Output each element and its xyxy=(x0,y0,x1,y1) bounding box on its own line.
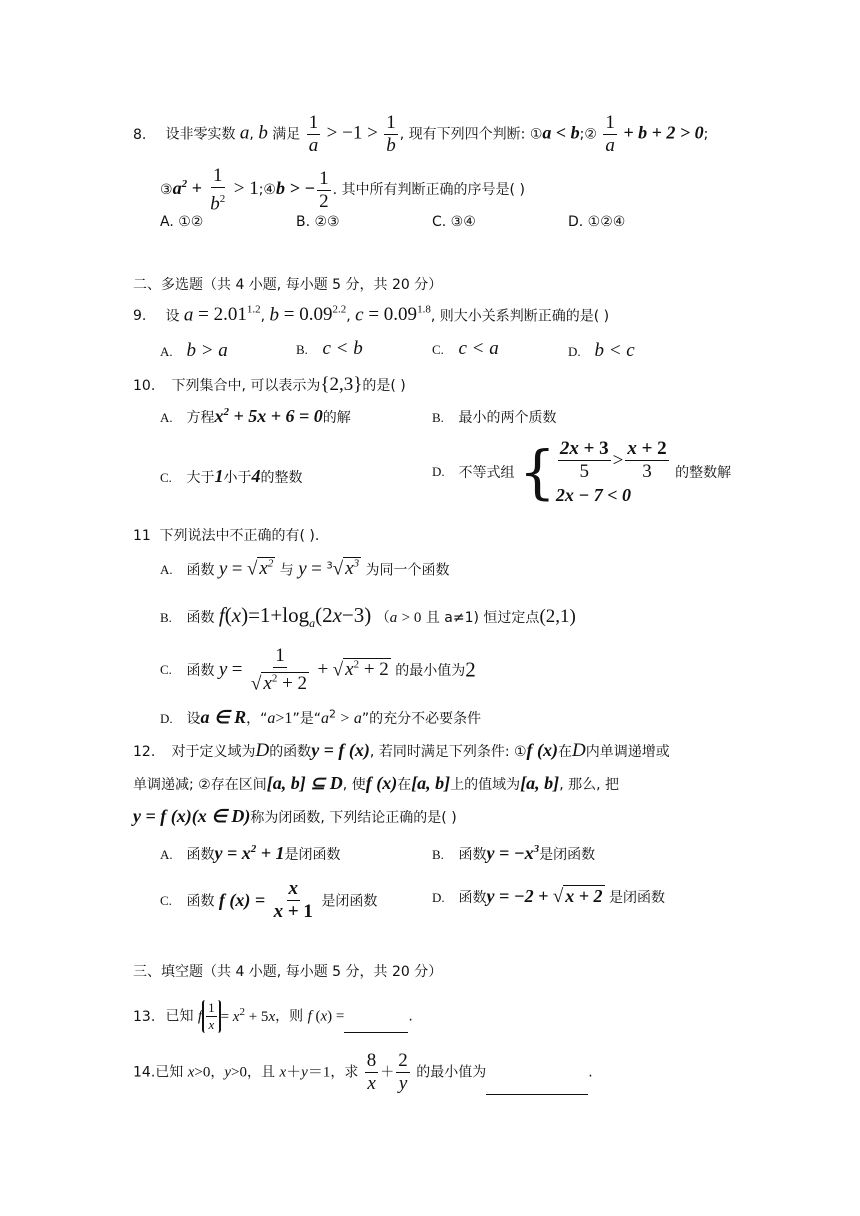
option-label: B. xyxy=(160,610,172,625)
math: y xyxy=(218,659,228,681)
option-text: 为同一个函数 xyxy=(365,562,450,579)
q14-stem: 14.已知 x>0，y>0，且 x＋y＝1，求 $\frac{8}{x}$ ＋ $\frac{2}{y}$ 的最小值为 . xyxy=(133,1050,593,1094)
q13-number: 13. xyxy=(133,1008,156,1025)
math: f (x) = xyxy=(218,890,266,910)
q8-line1: 8. 设非零实数 a, b 满足 $\frac{1}{a}$ > −1 > $\frac{1}{b}$ , 现有下列四个判断: ①a < b;② $\frac{1}{a}$ + b + 2 > 0; xyxy=(133,112,709,156)
math: 1 xyxy=(214,466,224,486)
q12-text: 对于定义域为 xyxy=(171,744,256,760)
option-label: D. xyxy=(432,890,445,905)
math: a xyxy=(183,304,194,326)
q9-option-c[interactable] xyxy=(432,338,499,360)
option-text: 的整数 xyxy=(260,470,303,486)
q12-text: 的函数 xyxy=(269,744,312,760)
q9-text: 设 xyxy=(165,308,180,325)
math: $y = x^2 + 1$ xyxy=(214,843,285,863)
math: [a, b] xyxy=(411,773,451,793)
option-label: D. xyxy=(432,464,445,479)
fraction: $\frac{1}{b}$ xyxy=(386,112,396,156)
option-label: A. xyxy=(160,344,173,359)
option-label: A. xyxy=(160,847,173,862)
option-text: 不等式组 xyxy=(458,465,515,481)
option-label: B. xyxy=(296,342,308,357)
q10-number: 10. xyxy=(133,378,156,394)
q10-option-b[interactable] xyxy=(432,407,556,427)
brace-icon: { xyxy=(518,438,556,506)
cube-root: $^3$√ $x^3$ xyxy=(326,558,360,580)
q8-text: ③ xyxy=(160,182,173,199)
option-label: D. xyxy=(160,711,173,726)
math: [a, b] xyxy=(520,773,560,793)
fraction: $\frac{1}{b^2}$ xyxy=(210,165,226,215)
q12-text: 称为闭函数, 下列结论正确的是( ) xyxy=(250,810,457,826)
option-text: ”的充分不必要条件 xyxy=(361,711,482,727)
bracket-fraction: $\frac{1}{x}$ xyxy=(202,1000,221,1033)
option-label: B. xyxy=(432,410,444,425)
math: c < b xyxy=(322,338,363,359)
option-text: 方程 xyxy=(186,410,215,426)
option-text: 的最小值为 xyxy=(395,663,466,680)
option-label: A. xyxy=(160,410,173,425)
q12-text: 在 xyxy=(397,777,412,793)
option-text: ”是“ xyxy=(292,711,321,727)
math: y xyxy=(298,558,307,580)
math: $y = -x^3$ xyxy=(486,843,540,863)
option-label: C. xyxy=(160,892,172,908)
fraction: $\frac{x + 2}{3}$ xyxy=(627,438,667,482)
q12-line3 xyxy=(133,806,457,827)
option-text: 最小的两个质数 xyxy=(458,410,557,426)
q8-text: 满足 xyxy=(272,126,301,143)
math: b xyxy=(258,122,268,144)
option-text: 是闭函数 xyxy=(608,890,665,906)
fraction: $\frac{1}{2}$ xyxy=(319,167,329,212)
q13-text: . xyxy=(408,1008,413,1025)
q8-option-c[interactable]: C. ③④ xyxy=(432,214,476,230)
q12-text: 上的值域为 xyxy=(450,777,521,793)
q11-option-d[interactable]: D. 设a ∈ R，“a>1”是“$a^2 > a$”的充分不必要条件 xyxy=(160,707,482,727)
q12-line1 xyxy=(133,740,670,762)
q14-text: 已知 xyxy=(155,1064,184,1081)
q11-option-c[interactable]: C. 函数 y = $\frac{1}{√ x^2 + 2}$ + √ $x^2 + 2$ 的最小值为2 xyxy=(160,645,476,695)
math: b xyxy=(269,304,280,326)
option-text: 与 xyxy=(279,562,294,579)
option-text: 设 xyxy=(186,711,201,727)
option-text: 是闭函数 xyxy=(284,847,341,863)
q9-text: 则大小关系判断正确的是( ) xyxy=(439,308,610,325)
option-text: 的整数解 xyxy=(675,465,732,481)
option-text: （ xyxy=(375,610,390,626)
answer-blank[interactable] xyxy=(486,1080,588,1095)
math: $x^2 + 5x + 6 = 0$ xyxy=(214,406,323,426)
fraction: $\frac{1}{a}$ xyxy=(308,112,319,156)
math: a xyxy=(320,710,329,727)
q13-text: 已知 xyxy=(165,1008,194,1025)
q12-text: , 若同时满足下列条件: ① xyxy=(369,744,527,760)
option-text: 函数 xyxy=(186,610,215,626)
option-text: 小于 xyxy=(223,470,252,486)
math: = $0.09^{2.2}$ xyxy=(279,304,347,326)
math: > 1 xyxy=(233,178,259,200)
section-title: 二、多选题（共 4 小题, 每小题 5 分，共 20 分） xyxy=(133,277,443,293)
q12-text: 内单调递增或 xyxy=(585,744,670,760)
option-text: 函数 xyxy=(186,663,215,680)
q10-stem xyxy=(133,374,406,396)
q11-option-b[interactable]: B. 函数 $f(x)=1+\log_a(2x-3) (a > 0$ 且 a≠1) 恒过定点(2,1) xyxy=(160,603,576,631)
q14-text: ，且 xyxy=(247,1064,275,1081)
math: f (x) xyxy=(365,773,398,793)
option-label: D. xyxy=(568,344,581,359)
math: $a^2$ + xyxy=(172,178,202,199)
q10-option-c[interactable] xyxy=(160,466,302,487)
q12-option-b[interactable] xyxy=(432,843,595,864)
section-title: 三、填空题（共 4 小题, 每小题 5 分，共 20 分） xyxy=(133,964,443,980)
option-label: C. xyxy=(160,470,172,485)
math: a xyxy=(389,610,398,626)
math: y = f (x)(x ∈ D) xyxy=(133,806,251,826)
q11-number: 11 xyxy=(133,528,151,544)
q12-text: 单调递减; ②存在区间 xyxy=(133,777,267,793)
math: [a, b] ⊆ D xyxy=(266,773,343,793)
math: {2,3} xyxy=(320,374,363,395)
sqrt: √ $x^2 + 2$ xyxy=(332,658,389,681)
q12-option-c[interactable] xyxy=(160,878,377,923)
fraction: $\frac{1}{a}$ xyxy=(605,112,615,156)
fraction: $\frac{2x + 3}{5}$ xyxy=(559,438,609,482)
math: a xyxy=(239,122,250,144)
math: = $0.09^{1.8}$ xyxy=(363,304,431,326)
math: > xyxy=(612,449,624,471)
math: y = −2 + xyxy=(486,886,549,906)
q10-option-d[interactable] xyxy=(432,438,731,506)
option-text: 是闭函数 xyxy=(321,893,378,910)
q8-text: . 其中所有判断正确的序号是( ) xyxy=(332,182,525,199)
option-text: 的解 xyxy=(322,410,351,426)
q8-option-a[interactable]: A. ①② xyxy=(160,214,204,230)
q8-text: ;② xyxy=(579,126,597,143)
fraction: $\frac{1}{√ x^2 + 2}$ xyxy=(250,645,308,695)
option-text: 函数 xyxy=(458,890,487,906)
q10-option-a[interactable] xyxy=(160,406,351,427)
q13-text: ，则 xyxy=(275,1008,304,1025)
q12-option-a[interactable] xyxy=(160,843,340,864)
option-text: 且 a≠1) 恒过定点 xyxy=(425,610,540,626)
option-label: C. xyxy=(432,342,444,357)
option-text: 是闭函数 xyxy=(539,847,596,863)
math: a < b xyxy=(542,122,580,143)
math: = $2.01^{1.2}$ xyxy=(193,304,261,326)
q12-number: 12. xyxy=(133,744,156,760)
option-text: 函数 xyxy=(186,562,215,579)
math: c xyxy=(355,304,364,326)
math: f xyxy=(197,1008,203,1025)
math: $(x)=1+\log_a(2x-3)$ xyxy=(224,603,372,631)
q14-text: ，求 xyxy=(330,1064,359,1081)
option-text: 函数 xyxy=(186,893,215,910)
math: D xyxy=(572,740,586,761)
math: c < a xyxy=(458,338,499,359)
option-text: 函数 xyxy=(458,847,487,863)
option-label: A. xyxy=(160,562,173,578)
math: D xyxy=(255,740,270,761)
math: 2 xyxy=(465,657,476,682)
option-text: 大于 xyxy=(186,470,215,486)
q11-stem xyxy=(133,525,319,545)
q11-text: 下列说法中不正确的有( ). xyxy=(159,528,320,544)
q8-number: 8. xyxy=(133,126,147,143)
q8-text: 设非零实数 xyxy=(165,126,236,143)
q14-text: . xyxy=(588,1064,593,1081)
math: b > − xyxy=(275,178,316,199)
q14-number: 14. xyxy=(133,1064,156,1081)
answer-blank[interactable] xyxy=(344,1018,408,1033)
fraction: $\frac{8}{x}$ xyxy=(366,1050,377,1094)
q9-stem: 9. 设 $a = 2.01^{1.2}$, $b = 0.09^{2.2}$, $c = 0.09^{1.8}$, 则大小关系判断正确的是( ) xyxy=(133,304,610,326)
q8-option-b[interactable]: B. ②③ xyxy=(296,214,340,230)
math: f (x) xyxy=(526,740,559,760)
math: 4 xyxy=(251,466,261,486)
q9-option-d[interactable] xyxy=(568,340,635,362)
math: > −1 > xyxy=(326,122,378,144)
math: 2x − 7 < 0 xyxy=(555,485,631,505)
q9-number: 9. xyxy=(133,308,147,325)
q8-line2: $③a^2$ + $\frac{1}{b^2}$ > 1;④b > − $\frac{1}{2}$ . 其中所有判断正确的序号是( ) xyxy=(160,165,525,215)
fraction: $\frac{2}{y}$ xyxy=(398,1050,408,1094)
q8-option-d[interactable]: D. ①②④ xyxy=(568,214,626,230)
math: (2,1) xyxy=(539,606,576,627)
q14-text: 的最小值为 xyxy=(416,1064,487,1081)
q10-text: 下列集合中, 可以表示为 xyxy=(171,378,321,394)
option-text: ，“ xyxy=(246,711,268,727)
q13-stem: 13. 已知 f $\frac{1}{x}$ = $x^2 + 5x$，则 f (x) = . xyxy=(133,1000,413,1032)
q12-text: , 那么, 把 xyxy=(559,777,619,793)
math: y = f (x) xyxy=(311,740,370,760)
sqrt: √ $x^2$ xyxy=(246,558,274,580)
math: y xyxy=(218,558,228,580)
option-text: 函数 xyxy=(186,847,215,863)
q11-option-a[interactable]: A. 函数 y = √ $x^2$ 与 y = $^3$√ $x^3$ 为同一个函数 xyxy=(160,558,450,580)
q12-line2 xyxy=(133,773,619,794)
q9-option-b[interactable] xyxy=(296,338,363,360)
q9-option-a[interactable] xyxy=(160,340,228,362)
q12-text: , 使 xyxy=(342,777,366,793)
math: b > a xyxy=(186,340,228,361)
q14-text: ， xyxy=(210,1064,225,1081)
math: b < c xyxy=(594,340,635,361)
fraction: $\frac{x}{x + 1}$ xyxy=(273,878,313,922)
math: a ∈ R xyxy=(200,707,247,727)
math: + b + 2 > 0 xyxy=(623,122,704,143)
q8-text: ④ xyxy=(263,182,276,199)
option-label: B. xyxy=(432,847,444,862)
sqrt: √ x + 2 xyxy=(552,886,603,907)
math: a xyxy=(267,710,276,727)
q12-text: 在 xyxy=(558,744,573,760)
q10-text: 的是( ) xyxy=(362,378,406,394)
math: f xyxy=(218,603,225,627)
q8-text: 现有下列四个判断: ① xyxy=(408,126,543,143)
option-label: C. xyxy=(160,662,172,678)
q12-option-d[interactable] xyxy=(432,886,665,908)
